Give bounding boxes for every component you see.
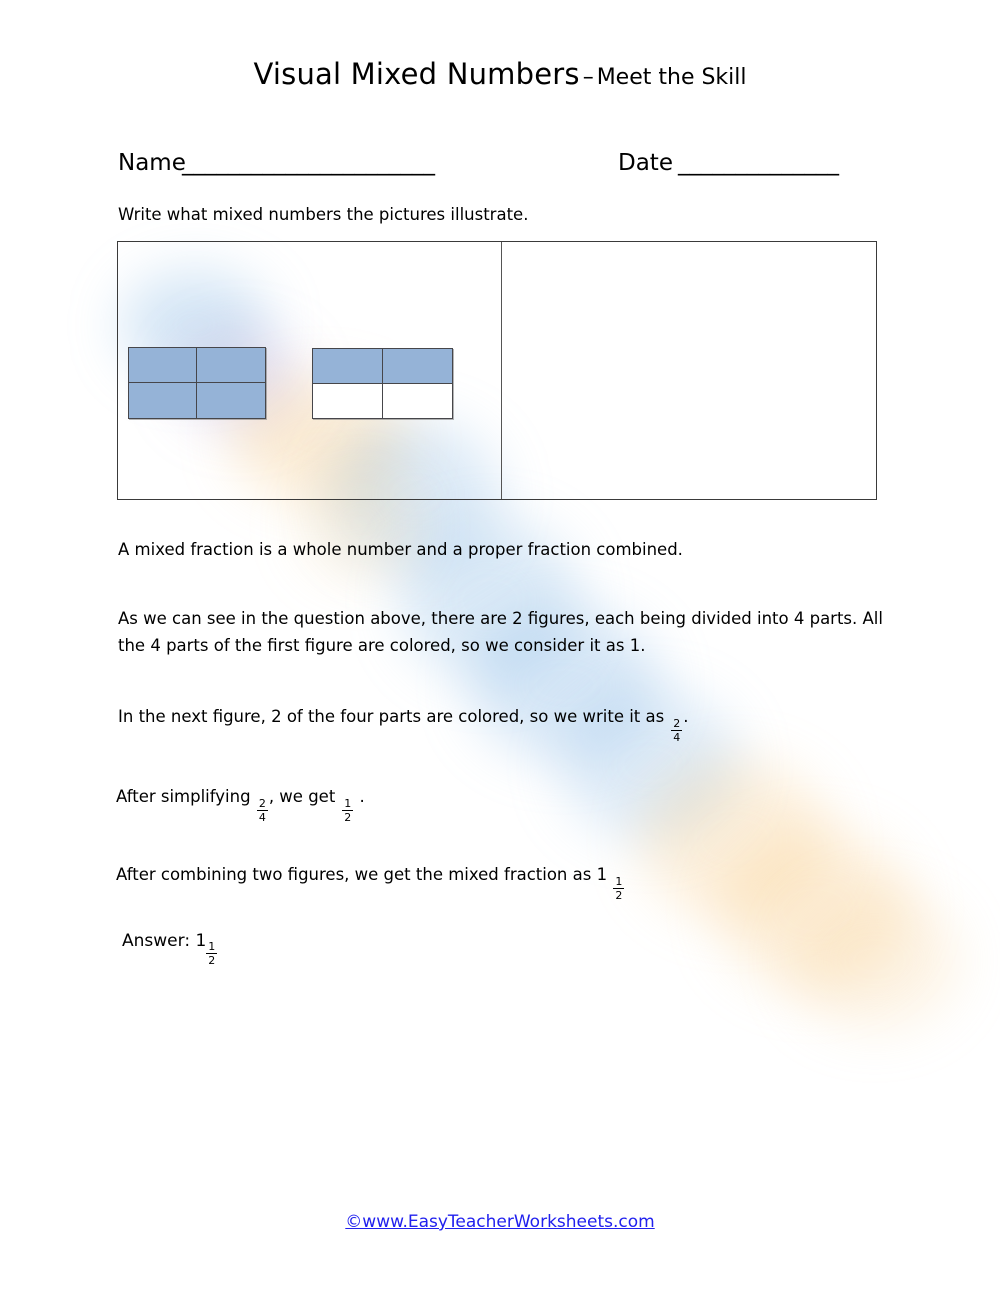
- fraction-two-fourths: [671, 718, 682, 743]
- page-title-main: Visual Mixed Numbers: [253, 57, 580, 91]
- simplify-suffix: .: [359, 787, 365, 806]
- fraction-one-half: [613, 876, 624, 901]
- figure-two-cell: [383, 384, 453, 419]
- fraction-two-fourths: [257, 798, 268, 823]
- fraction-numerator: 2: [258, 796, 266, 810]
- page-title-dash: –: [582, 65, 594, 90]
- fraction-numerator: 1: [344, 796, 352, 810]
- footer-website-link[interactable]: ©www.EasyTeacherWorksheets.com: [345, 1212, 655, 1232]
- combine-prefix: After combining two figures, we get the mixed fraction as 1: [116, 865, 608, 884]
- figure-two-cell: [313, 384, 383, 419]
- answer-whole-number: 1: [195, 931, 207, 951]
- fraction-denominator: 4: [258, 810, 266, 824]
- fraction-figure-two: [312, 348, 453, 419]
- figure-one-cell: [197, 383, 265, 418]
- definition-paragraph: A mixed fraction is a whole number and a proper fraction combined.: [118, 540, 683, 559]
- instruction-text: Write what mixed numbers the pictures illustrate.: [118, 205, 529, 224]
- figure-one-cell: [129, 383, 197, 418]
- simplify-paragraph: [116, 783, 716, 823]
- figure-two-cell: [313, 349, 383, 384]
- next-figure-prefix: In the next figure, 2 of the four parts are colored, so we write it as: [118, 707, 665, 726]
- watermark-blob: [790, 890, 960, 1030]
- date-label: Date: [618, 150, 673, 176]
- footer: [0, 1212, 1000, 1232]
- figure-one-cell: [197, 348, 265, 383]
- next-figure-paragraph: [118, 703, 898, 743]
- explanation-paragraph: As we can see in the question above, there are 2 figures, each being divided into 4 parts. All the 4 parts of the first figure are colored, so we consider it as 1.: [118, 609, 883, 655]
- simplify-prefix: After simplifying: [116, 787, 251, 806]
- next-figure-suffix: .: [683, 707, 689, 726]
- date-input-line[interactable]: ______________: [678, 150, 839, 176]
- simplify-middle: , we get: [268, 787, 336, 806]
- page-title-subtitle: Meet the Skill: [596, 65, 747, 90]
- question-box-divider: [501, 242, 502, 499]
- watermark-blob: [720, 830, 910, 990]
- fraction-denominator: 2: [344, 810, 352, 824]
- answer-line: [122, 928, 217, 966]
- figure-one-cell: [129, 348, 197, 383]
- fraction-numerator: 1: [615, 874, 623, 888]
- fraction-numerator: 2: [673, 716, 681, 730]
- page-title: [0, 57, 1000, 91]
- question-box: [117, 241, 877, 500]
- fraction-denominator: 2: [615, 888, 623, 902]
- combine-paragraph: [116, 861, 816, 901]
- fraction-denominator: 2: [208, 954, 216, 968]
- fraction-denominator: 4: [673, 730, 681, 744]
- answer-fraction-one-half: [206, 941, 217, 966]
- fraction-numerator: 1: [208, 940, 216, 954]
- fraction-figure-one: [128, 347, 266, 419]
- figure-two-cell: [383, 349, 453, 384]
- fraction-one-half: [342, 798, 353, 823]
- name-label: Name: [118, 150, 186, 176]
- answer-label: Answer:: [122, 931, 191, 951]
- name-input-line[interactable]: ______________________: [182, 150, 435, 176]
